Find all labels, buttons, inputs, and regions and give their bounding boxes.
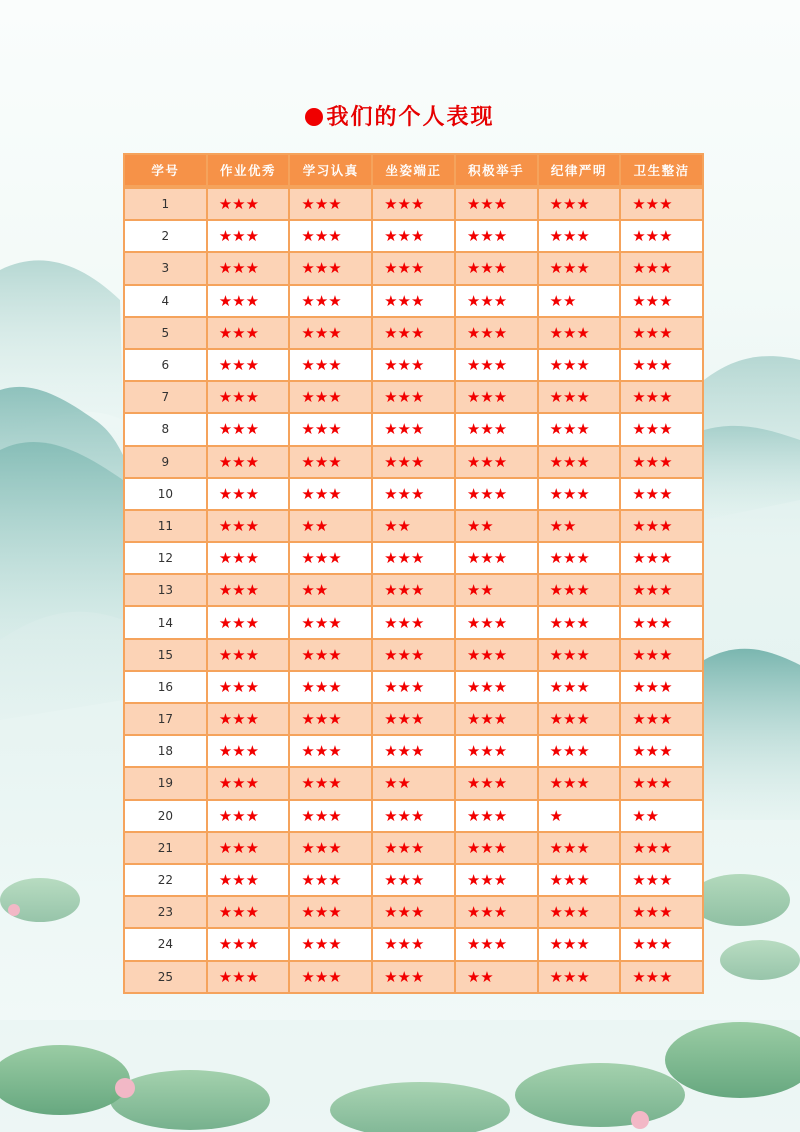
star-rating-study: ★★★: [289, 832, 372, 864]
star-rating-hygiene: ★★: [620, 800, 703, 832]
star-rating-posture: ★★★: [372, 220, 455, 252]
star-rating-hand-raising: ★★: [455, 961, 538, 993]
table-row: [124, 864, 703, 896]
star-rating-discipline: ★★★: [538, 606, 621, 638]
star-rating-hand-raising: ★★★: [455, 478, 538, 510]
star-rating-hygiene: ★★★: [620, 220, 703, 252]
star-rating-discipline: ★★★: [538, 478, 621, 510]
student-id-cell: 12: [124, 542, 207, 574]
star-rating-hand-raising: ★★★: [455, 800, 538, 832]
star-rating-homework: ★★★: [207, 864, 290, 896]
star-rating-discipline: ★★★: [538, 767, 621, 799]
star-rating-hygiene: ★★★: [620, 349, 703, 381]
star-rating-hand-raising: ★★★: [455, 671, 538, 703]
student-id-cell: 14: [124, 606, 207, 638]
star-rating-hygiene: ★★★: [620, 381, 703, 413]
star-rating-homework: ★★★: [207, 542, 290, 574]
header-discipline: 纪律严明: [538, 154, 621, 187]
star-rating-posture: ★★★: [372, 928, 455, 960]
table-row: [124, 413, 703, 445]
table-row: [124, 252, 703, 284]
table-row: [124, 478, 703, 510]
star-rating-study: ★★★: [289, 606, 372, 638]
star-rating-hygiene: ★★★: [620, 928, 703, 960]
star-rating-hand-raising: ★★★: [455, 703, 538, 735]
star-rating-hand-raising: ★★: [455, 510, 538, 542]
star-rating-discipline: ★★★: [538, 574, 621, 606]
star-rating-discipline: ★★★: [538, 317, 621, 349]
table-header-row: [124, 154, 703, 187]
star-rating-posture: ★★★: [372, 285, 455, 317]
star-rating-study: ★★★: [289, 317, 372, 349]
star-rating-discipline: ★★★: [538, 961, 621, 993]
star-rating-study: ★★★: [289, 639, 372, 671]
star-rating-hand-raising: ★★★: [455, 317, 538, 349]
student-id-cell: 4: [124, 285, 207, 317]
star-rating-posture: ★★★: [372, 703, 455, 735]
star-rating-posture: ★★★: [372, 961, 455, 993]
star-rating-posture: ★★★: [372, 800, 455, 832]
star-rating-hygiene: ★★★: [620, 896, 703, 928]
star-rating-hygiene: ★★★: [620, 542, 703, 574]
star-rating-discipline: ★★★: [538, 703, 621, 735]
student-id-cell: 25: [124, 961, 207, 993]
student-id-cell: 16: [124, 671, 207, 703]
star-rating-homework: ★★★: [207, 317, 290, 349]
star-rating-study: ★★★: [289, 220, 372, 252]
table-row: [124, 735, 703, 767]
star-rating-posture: ★★★: [372, 639, 455, 671]
student-id-cell: 9: [124, 446, 207, 478]
student-id-cell: 8: [124, 413, 207, 445]
star-rating-hand-raising: ★★★: [455, 639, 538, 671]
star-rating-posture: ★★★: [372, 252, 455, 284]
student-id-cell: 1: [124, 187, 207, 220]
star-rating-hygiene: ★★★: [620, 317, 703, 349]
star-rating-hygiene: ★★★: [620, 832, 703, 864]
header-homework: 作业优秀: [207, 154, 290, 187]
star-rating-homework: ★★★: [207, 349, 290, 381]
star-rating-homework: ★★★: [207, 446, 290, 478]
star-rating-homework: ★★★: [207, 896, 290, 928]
star-rating-study: ★★★: [289, 896, 372, 928]
star-rating-study: ★★★: [289, 187, 372, 220]
star-rating-study: ★★★: [289, 961, 372, 993]
star-rating-discipline: ★★★: [538, 928, 621, 960]
star-rating-posture: ★★★: [372, 187, 455, 220]
performance-table: [123, 153, 704, 994]
star-rating-posture: ★★★: [372, 606, 455, 638]
star-rating-hand-raising: ★★★: [455, 542, 538, 574]
star-rating-homework: ★★★: [207, 220, 290, 252]
star-rating-posture: ★★: [372, 510, 455, 542]
table-row: [124, 767, 703, 799]
table-row: [124, 220, 703, 252]
table-row: [124, 381, 703, 413]
table-body: [124, 187, 703, 993]
star-rating-homework: ★★★: [207, 735, 290, 767]
star-rating-study: ★★★: [289, 864, 372, 896]
student-id-cell: 23: [124, 896, 207, 928]
star-rating-hygiene: ★★★: [620, 606, 703, 638]
star-rating-posture: ★★★: [372, 896, 455, 928]
star-rating-homework: ★★★: [207, 639, 290, 671]
star-rating-homework: ★★★: [207, 961, 290, 993]
star-rating-posture: ★★★: [372, 574, 455, 606]
table-row: [124, 446, 703, 478]
star-rating-homework: ★★★: [207, 703, 290, 735]
star-rating-study: ★★★: [289, 928, 372, 960]
student-id-cell: 3: [124, 252, 207, 284]
star-rating-homework: ★★★: [207, 767, 290, 799]
star-rating-discipline: ★★★: [538, 349, 621, 381]
table-row: [124, 317, 703, 349]
table-row: [124, 574, 703, 606]
star-rating-posture: ★★★: [372, 864, 455, 896]
star-rating-hygiene: ★★★: [620, 478, 703, 510]
star-rating-hand-raising: ★★★: [455, 832, 538, 864]
table-row: [124, 606, 703, 638]
star-rating-posture: ★★★: [372, 349, 455, 381]
student-id-cell: 6: [124, 349, 207, 381]
star-rating-homework: ★★★: [207, 928, 290, 960]
star-rating-posture: ★★★: [372, 478, 455, 510]
star-rating-posture: ★★★: [372, 317, 455, 349]
header-hygiene: 卫生整洁: [620, 154, 703, 187]
star-rating-hand-raising: ★★: [455, 574, 538, 606]
star-rating-posture: ★★★: [372, 413, 455, 445]
star-rating-discipline: ★★: [538, 510, 621, 542]
star-rating-discipline: ★★★: [538, 864, 621, 896]
star-rating-hand-raising: ★★★: [455, 381, 538, 413]
star-rating-homework: ★★★: [207, 606, 290, 638]
star-rating-hygiene: ★★★: [620, 735, 703, 767]
star-rating-hand-raising: ★★★: [455, 864, 538, 896]
student-id-cell: 19: [124, 767, 207, 799]
star-rating-discipline: ★★★: [538, 413, 621, 445]
star-rating-hand-raising: ★★★: [455, 187, 538, 220]
star-rating-homework: ★★★: [207, 478, 290, 510]
star-rating-hygiene: ★★★: [620, 446, 703, 478]
star-rating-hygiene: ★★★: [620, 574, 703, 606]
red-dot-icon: [305, 108, 323, 126]
page-title: [0, 100, 800, 131]
star-rating-homework: ★★★: [207, 381, 290, 413]
star-rating-hygiene: ★★★: [620, 413, 703, 445]
student-id-cell: 2: [124, 220, 207, 252]
star-rating-study: ★★★: [289, 446, 372, 478]
star-rating-study: ★★★: [289, 703, 372, 735]
star-rating-hygiene: ★★★: [620, 510, 703, 542]
star-rating-homework: ★★★: [207, 832, 290, 864]
table-row: [124, 832, 703, 864]
star-rating-hygiene: ★★★: [620, 961, 703, 993]
header-posture: 坐姿端正: [372, 154, 455, 187]
star-rating-hygiene: ★★★: [620, 639, 703, 671]
star-rating-hygiene: ★★★: [620, 864, 703, 896]
star-rating-study: ★★★: [289, 767, 372, 799]
star-rating-hand-raising: ★★★: [455, 606, 538, 638]
star-rating-homework: ★★★: [207, 800, 290, 832]
star-rating-hygiene: ★★★: [620, 285, 703, 317]
star-rating-hand-raising: ★★★: [455, 349, 538, 381]
star-rating-discipline: ★★★: [538, 671, 621, 703]
performance-table-container: [123, 153, 704, 994]
star-rating-hygiene: ★★★: [620, 252, 703, 284]
star-rating-posture: ★★★: [372, 832, 455, 864]
student-id-cell: 18: [124, 735, 207, 767]
table-row: [124, 187, 703, 220]
star-rating-study: ★★★: [289, 252, 372, 284]
star-rating-hand-raising: ★★★: [455, 220, 538, 252]
star-rating-homework: ★★★: [207, 574, 290, 606]
star-rating-posture: ★★★: [372, 542, 455, 574]
star-rating-study: ★★★: [289, 349, 372, 381]
page-title-text: 我们的个人表现: [326, 104, 495, 130]
student-id-cell: 11: [124, 510, 207, 542]
star-rating-hygiene: ★★★: [620, 671, 703, 703]
star-rating-homework: ★★★: [207, 252, 290, 284]
star-rating-study: ★★★: [289, 800, 372, 832]
star-rating-study: ★★★: [289, 381, 372, 413]
student-id-cell: 5: [124, 317, 207, 349]
star-rating-study: ★★★: [289, 285, 372, 317]
header-student-id: 学号: [124, 154, 207, 187]
table-row: [124, 671, 703, 703]
table-row: [124, 961, 703, 993]
student-id-cell: 22: [124, 864, 207, 896]
star-rating-homework: ★★★: [207, 510, 290, 542]
table-row: [124, 542, 703, 574]
star-rating-discipline: ★★★: [538, 639, 621, 671]
table-row: [124, 349, 703, 381]
star-rating-hand-raising: ★★★: [455, 767, 538, 799]
star-rating-hygiene: ★★★: [620, 767, 703, 799]
star-rating-discipline: ★★★: [538, 252, 621, 284]
star-rating-posture: ★★★: [372, 446, 455, 478]
star-rating-study: ★★★: [289, 478, 372, 510]
student-id-cell: 10: [124, 478, 207, 510]
star-rating-hand-raising: ★★★: [455, 413, 538, 445]
student-id-cell: 7: [124, 381, 207, 413]
star-rating-study: ★★★: [289, 413, 372, 445]
star-rating-homework: ★★★: [207, 187, 290, 220]
star-rating-discipline: ★★★: [538, 832, 621, 864]
star-rating-posture: ★★★: [372, 671, 455, 703]
star-rating-homework: ★★★: [207, 285, 290, 317]
star-rating-posture: ★★★: [372, 381, 455, 413]
header-hand-raising: 积极举手: [455, 154, 538, 187]
star-rating-study: ★★★: [289, 671, 372, 703]
star-rating-posture: ★★: [372, 767, 455, 799]
star-rating-study: ★★★: [289, 735, 372, 767]
star-rating-hand-raising: ★★★: [455, 735, 538, 767]
star-rating-study: ★★: [289, 510, 372, 542]
star-rating-hand-raising: ★★★: [455, 896, 538, 928]
star-rating-study: ★★: [289, 574, 372, 606]
star-rating-hygiene: ★★★: [620, 703, 703, 735]
student-id-cell: 15: [124, 639, 207, 671]
star-rating-hand-raising: ★★★: [455, 446, 538, 478]
star-rating-discipline: ★★★: [538, 381, 621, 413]
star-rating-discipline: ★★★: [538, 187, 621, 220]
star-rating-hand-raising: ★★★: [455, 285, 538, 317]
table-row: [124, 896, 703, 928]
star-rating-posture: ★★★: [372, 735, 455, 767]
table-row: [124, 928, 703, 960]
star-rating-hygiene: ★★★: [620, 187, 703, 220]
star-rating-homework: ★★★: [207, 671, 290, 703]
student-id-cell: 20: [124, 800, 207, 832]
star-rating-hand-raising: ★★★: [455, 928, 538, 960]
star-rating-hand-raising: ★★★: [455, 252, 538, 284]
table-row: [124, 285, 703, 317]
star-rating-discipline: ★: [538, 800, 621, 832]
star-rating-discipline: ★★★: [538, 896, 621, 928]
star-rating-discipline: ★★★: [538, 735, 621, 767]
table-row: [124, 703, 703, 735]
star-rating-homework: ★★★: [207, 413, 290, 445]
header-study: 学习认真: [289, 154, 372, 187]
star-rating-discipline: ★★: [538, 285, 621, 317]
student-id-cell: 21: [124, 832, 207, 864]
star-rating-discipline: ★★★: [538, 446, 621, 478]
table-row: [124, 639, 703, 671]
star-rating-discipline: ★★★: [538, 542, 621, 574]
student-id-cell: 17: [124, 703, 207, 735]
student-id-cell: 13: [124, 574, 207, 606]
star-rating-discipline: ★★★: [538, 220, 621, 252]
student-id-cell: 24: [124, 928, 207, 960]
table-row: [124, 510, 703, 542]
table-row: [124, 800, 703, 832]
star-rating-study: ★★★: [289, 542, 372, 574]
